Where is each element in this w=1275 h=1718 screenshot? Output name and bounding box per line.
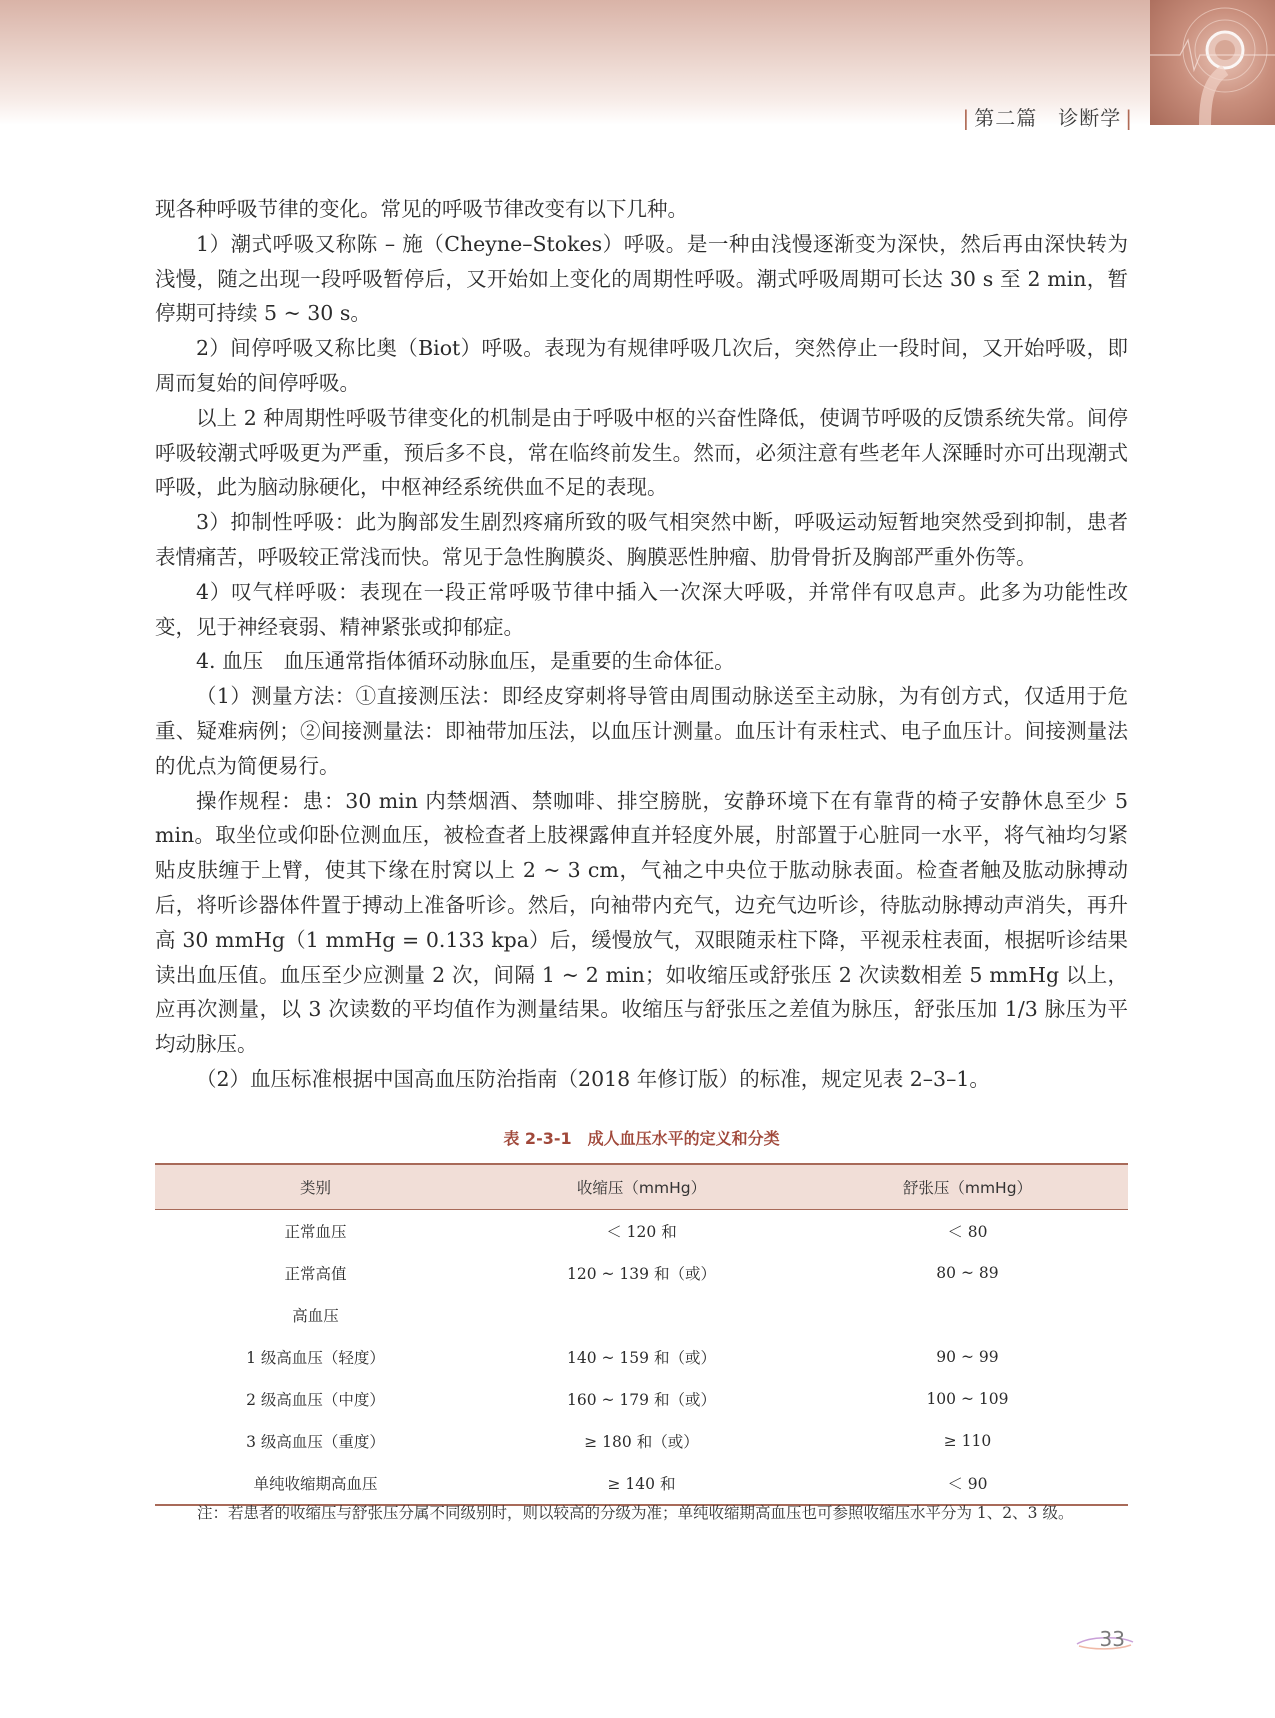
cell-diastolic: ＜ 80 (947, 1223, 988, 1241)
table-note: 注：若患者的收缩压与舒张压分属不同级别时，则以较高的分级为准；单纯收缩期高血压也可参照收缩压水平分为 1、2、3 级。 (197, 1504, 1074, 1522)
bp-classification-table (155, 1163, 1128, 1506)
table-row (155, 1336, 1128, 1378)
title-divider-left: | (962, 106, 971, 130)
header-systolic: 收缩压（mmHg） (476, 1164, 807, 1210)
cell-category: 2 级高血压（中度） (246, 1391, 385, 1409)
title-divider-right: | (1125, 106, 1133, 130)
paragraph: （1）测量方法：①直接测压法：即经皮穿刺将导管由周围动脉送至主动脉，为有创方式，仅适用于危重、疑难病例；②间接测量法：即袖带加压法，以血压计测量。血压计有汞柱式、电子血压计。间接测量法的优点为简便易行。 (155, 684, 1128, 778)
cell-systolic: 160 ~ 179 和（或） (567, 1391, 716, 1409)
cell-diastolic: 100 ~ 109 (926, 1390, 1009, 1408)
cell-systolic: ≥ 180 和（或） (584, 1433, 699, 1451)
paragraph: 4）叹气样呼吸：表现在一段正常呼吸节律中插入一次深大呼吸，并常伴有叹息声。此多为功能性改变，见于神经衰弱、精神紧张或抑郁症。 (155, 579, 1128, 639)
table-row (155, 1294, 1128, 1336)
table-title: 表 2-3-1 成人血压水平的定义和分类 (503, 1129, 780, 1148)
cell-category: 单纯收缩期高血压 (155, 1462, 476, 1505)
paragraph: 1）潮式呼吸又称陈 – 施（Cheyne–Stokes）呼吸。是一种由浅慢逐渐变为深快，然后再由深快转为浅慢，随之出现一段呼吸暂停后，又开始如上变化的周期性呼吸。潮式呼吸周期可长达 30 s 至 2 min，暂停期可持续 5 ~ 30 s。 (155, 231, 1128, 326)
paragraph: 操作规程：患：30 min 内禁烟酒、禁咖啡、排空膀胱，安静环境下在有靠背的椅子安静休息至少 5 min。取坐位或仰卧位测血压，被检查者上肢裸露伸直并轻度外展，肘部置于心脏同一水平，将气袖均匀紧贴皮肤缠于上臂，使其下缘在肘窝以上 2 ~ 3 cm，气袖之中央位于肱动脉表面。检查者触及肱动脉搏动后，将听诊器体件置于搏动上准备听诊。然后，向袖带内充气，边充气边听诊，待肱动脉搏动声消失，再升高 30 mmHg（1 mmHg = 0.133 kpa）后，缓慢放气，双眼随汞柱下降，平视汞柱表面，根据听诊结果读出血压值。血压至少应测量 2 次，间隔 1 ~ 2 min；如收缩压或舒张压 2 次读数相差 5 mmHg 以上，应再次测量，以 3 次读数的平均值作为测量结果。收缩压与舒张压之差值为脉压，舒张压加 1/3 脉压为平均动脉压。 (155, 788, 1128, 1057)
cell-category: 正常高值 (284, 1265, 347, 1283)
paragraph: 现各种呼吸节律的变化。常见的呼吸节律改变有以下几种。 (155, 197, 688, 221)
table-row (155, 1210, 1128, 1253)
paragraph: 2）间停呼吸又称比奥（Biot）呼吸。表现为有规律呼吸几次后，突然停止一段时间，又开始呼吸，即周而复始的间停呼吸。 (155, 336, 1128, 395)
section-title-text: 第二篇 诊断学 (974, 106, 1122, 130)
page-number: 33 (1099, 1627, 1125, 1651)
paragraph: 4. 血压 血压通常指体循环动脉血压，是重要的生命体征。 (196, 649, 735, 674)
cell-category: 1 级高血压（轻度） (246, 1349, 385, 1367)
cell-systolic: ≥ 140 和 (476, 1462, 807, 1505)
cell-systolic: 120 ~ 139 和（或） (567, 1265, 716, 1283)
cell-category: 高血压 (292, 1307, 339, 1325)
cell-diastolic: ≥ 110 (943, 1432, 992, 1450)
cell-diastolic (807, 1294, 1128, 1336)
table-header-row (155, 1164, 1128, 1210)
cell-diastolic: ＜ 90 (807, 1462, 1128, 1505)
paragraph: 以上 2 种周期性呼吸节律变化的机制是由于呼吸中枢的兴奋性降低，使调节呼吸的反馈系统失常。间停呼吸较潮式呼吸更为严重，预后多不良，常在临终前发生。然而，必须注意有些老年人深睡时亦可出现潮式呼吸，此为脑动脉硬化，中枢神经系统供血不足的表现。 (155, 405, 1128, 500)
paragraph: （2）血压标准根据中国高血压防治指南（2018 年修订版）的标准，规定见表 2–3–1。 (196, 1066, 990, 1091)
cell-systolic: 140 ~ 159 和（或） (567, 1349, 716, 1367)
header-category: 类别 (155, 1164, 476, 1210)
body-text (155, 192, 1128, 1097)
cell-diastolic: 80 ~ 89 (936, 1264, 999, 1282)
stethoscope-illustration-icon (1150, 0, 1275, 125)
header-diastolic: 舒张压（mmHg） (807, 1164, 1128, 1210)
table-row (155, 1420, 1128, 1462)
cell-category: 正常血压 (284, 1223, 347, 1241)
cell-diastolic: 90 ~ 99 (936, 1348, 999, 1366)
table-row (155, 1378, 1128, 1420)
table-row (155, 1462, 1128, 1505)
cell-category: 3 级高血压（重度） (246, 1433, 385, 1451)
paragraph: 3）抑制性呼吸：此为胸部发生剧烈疼痛所致的吸气相突然中断，呼吸运动短暂地突然受到抑制，患者表情痛苦，呼吸较正常浅而快。常见于急性胸膜炎、胸膜恶性肿瘤、肋骨骨折及胸部严重外伤等。 (155, 510, 1128, 569)
cell-systolic: ＜ 120 和 (606, 1223, 677, 1241)
table-row (155, 1252, 1128, 1294)
section-title (959, 102, 1138, 131)
cell-systolic (476, 1294, 807, 1336)
